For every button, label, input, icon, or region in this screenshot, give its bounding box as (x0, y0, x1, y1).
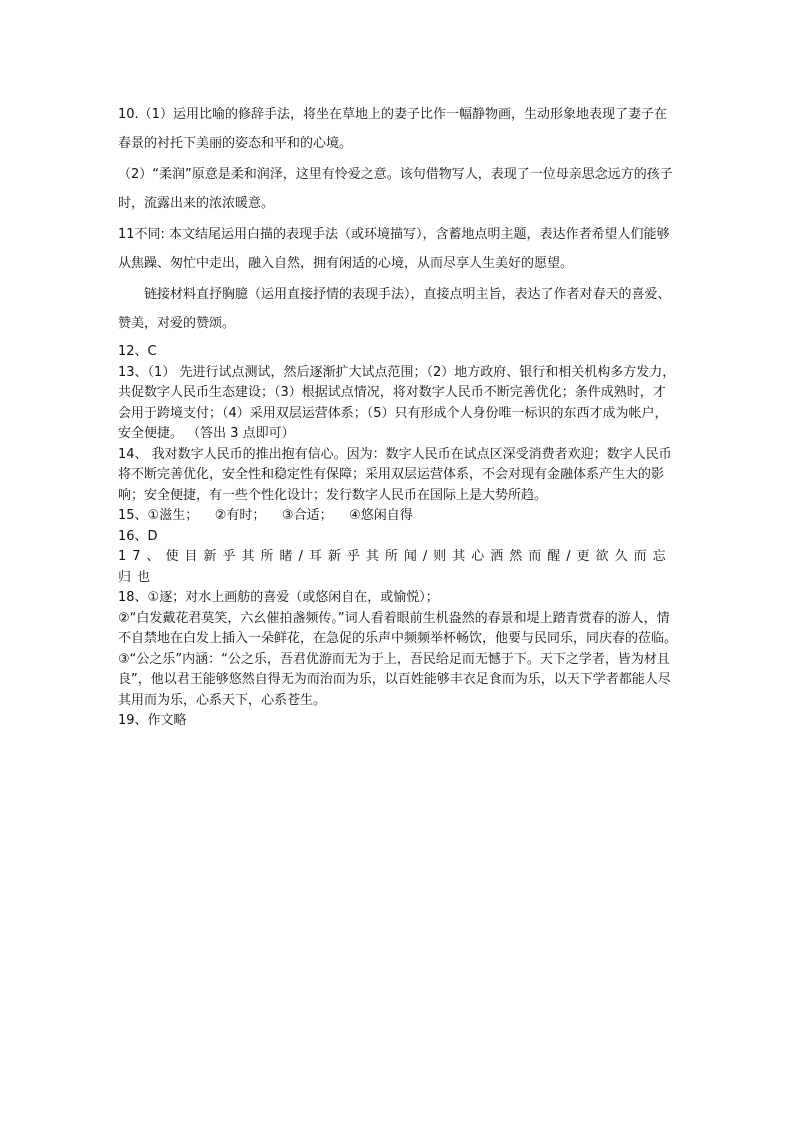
answer-17: 17、使目新乎其所睹/耳新乎其所闻/则其心洒然而醒/更欲久而忘归也 (118, 549, 672, 585)
answer-12: 12、C (118, 344, 157, 359)
answer-14: 14、 我对数字人民币的推出抱有信心。因为：数字人民币在试点区深受消费者欢迎；数字人民币将不断完善优化，安全性和稳定性有保障；采用双层运营体系，不会对现有金融体系产生大的影响；安全便捷，有一些个性化设计；发行数字人民币在国际上是大势所趋。 (118, 446, 672, 503)
answer-19: 19、作文略 (118, 713, 187, 728)
answer-18-2: ②“白发戴花君莫笑，六幺催拍盏频传。”词人看着眼前生机盎然的春景和堤上踏青赏春的游人，情不自禁地在白发上插入一朵鲜花，在急促的乐声中频频举杯畅饮，他要与民同乐，同庆春的莅临。 (118, 610, 678, 646)
answer-10-2: （2）“柔润”原意是柔和润泽，这里有怜爱之意。该句借物写人，表现了一位母亲思念远方的孩子时，流露出来的浓浓暖意。 (118, 167, 673, 211)
answer-10-1: 10.（1）运用比喻的修辞手法，将坐在草地上的妻子比作一幅静物画，生动形象地表现了妻子在春景的衬托下美丽的姿态和平和的心境。 (118, 107, 667, 151)
answer-18-1: 18、①逐；对水上画舫的喜爱（或悠闲自在，或愉悦）； (118, 590, 439, 605)
answer-sheet (118, 100, 678, 732)
answer-11-part-a: 11不同: 本文结尾运用白描的表现手法（或环境描写），含蓄地点明主题，表达作者希望人们能够从焦躁、匆忙中走出，融入自然，拥有闲适的心境，从而尽享人生美好的愿望。 (118, 227, 670, 271)
answer-15: 15、①滋生； ②有时； ③合适； ④悠闲自得 (118, 508, 413, 523)
answer-16: 16、D (118, 528, 158, 544)
answer-11-part-b: 链接材料直抒胸臆（运用直接抒情的表现手法），直接点明主旨，表达了作者对春天的喜爱、赞美，对爱的赞颂。 (118, 287, 671, 331)
answer-18-3: ③“公之乐”内涵：“公之乐，吾君优游而无为于上，吾民给足而无憾于下。天下之学者，皆为材且良”，他以君王能够悠然自得无为而治而为乐，以百姓能够丰衣足食而为乐，以天下学者都能人尽其用而为乐，心系天下，心系苍生。 (118, 651, 671, 708)
answer-13: 13、（1） 先进行试点测试，然后逐渐扩大试点范围；（2）地方政府、银行和相关机构多方发力，共促数字人民币生态建设；（3）根据试点情况，将对数字人民币不断完善优化；条件成熟时，才会用于跨境支付；（4）采用双层运营体系；（5）只有形成个人身份唯一标识的东西才成为帐户，安全便捷。 （答出 3 点即可） (118, 364, 676, 441)
